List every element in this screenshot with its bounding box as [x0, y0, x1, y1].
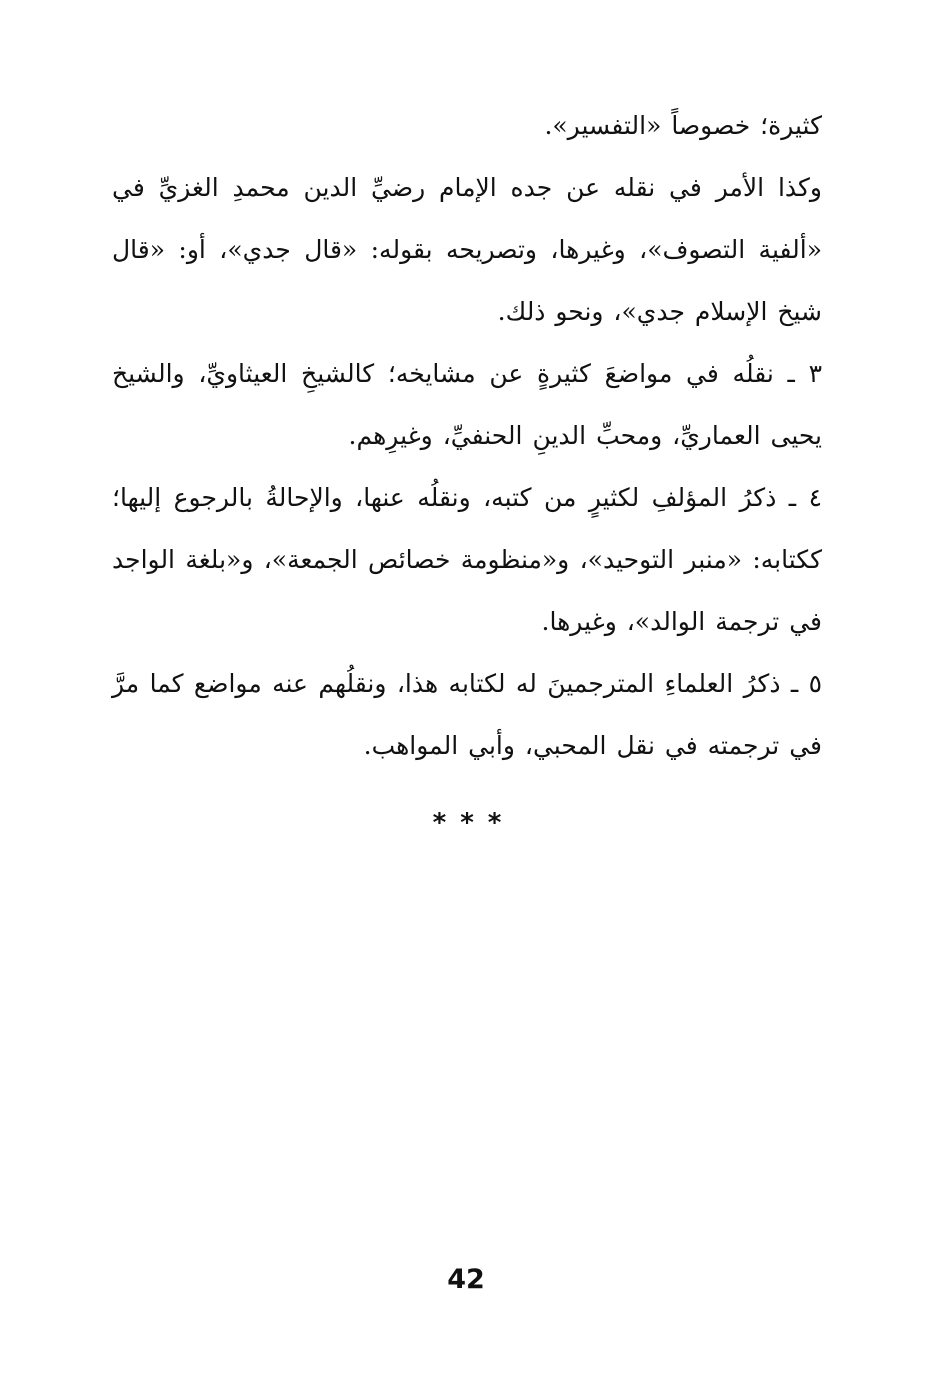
- page-number: 42: [447, 1264, 485, 1295]
- body-text: [112, 95, 822, 777]
- paragraph-continuation: كثيرة؛ خصوصاً «التفسير».: [544, 111, 822, 140]
- section-separator: ***: [432, 808, 516, 838]
- paragraph-item-4: ٤ ـ ذكرُ المؤلفِ لكثيرٍ من كتبه، ونقلُه عنها، والإحالةُ بالرجوع إليها؛ ككتابه: «منبر التوحيد»، و«منظومة خصائص الجمعة»، و«بلغة الواجد في ترجمة الوالد»، وغيرها.: [112, 483, 822, 636]
- paragraph-grandfather-quotes: وكذا الأمر في نقله عن جده الإمام رضيِّ الدين محمدِ الغزيِّ في «ألفية التصوف»، وغيرها، وتصريحه بقوله: «قال جدي»، أو: «قال شيخ الإسلام جدي»، ونحو ذلك.: [112, 173, 823, 326]
- paragraph-item-5: ٥ ـ ذكرُ العلماءِ المترجمينَ له لكتابه هذا، ونقلُهم عنه مواضع كما مرَّ في ترجمته في نقل المحبي، وأبي المواهب.: [112, 669, 822, 760]
- paragraph-item-3: ٣ ـ نقلُه في مواضعَ كثيرةٍ عن مشايخه؛ كالشيخِ العيثاويِّ، والشيخ يحيى العماريِّ، ومحبِّ الدينِ الحنفيِّ، وغيرِهم.: [112, 359, 822, 450]
